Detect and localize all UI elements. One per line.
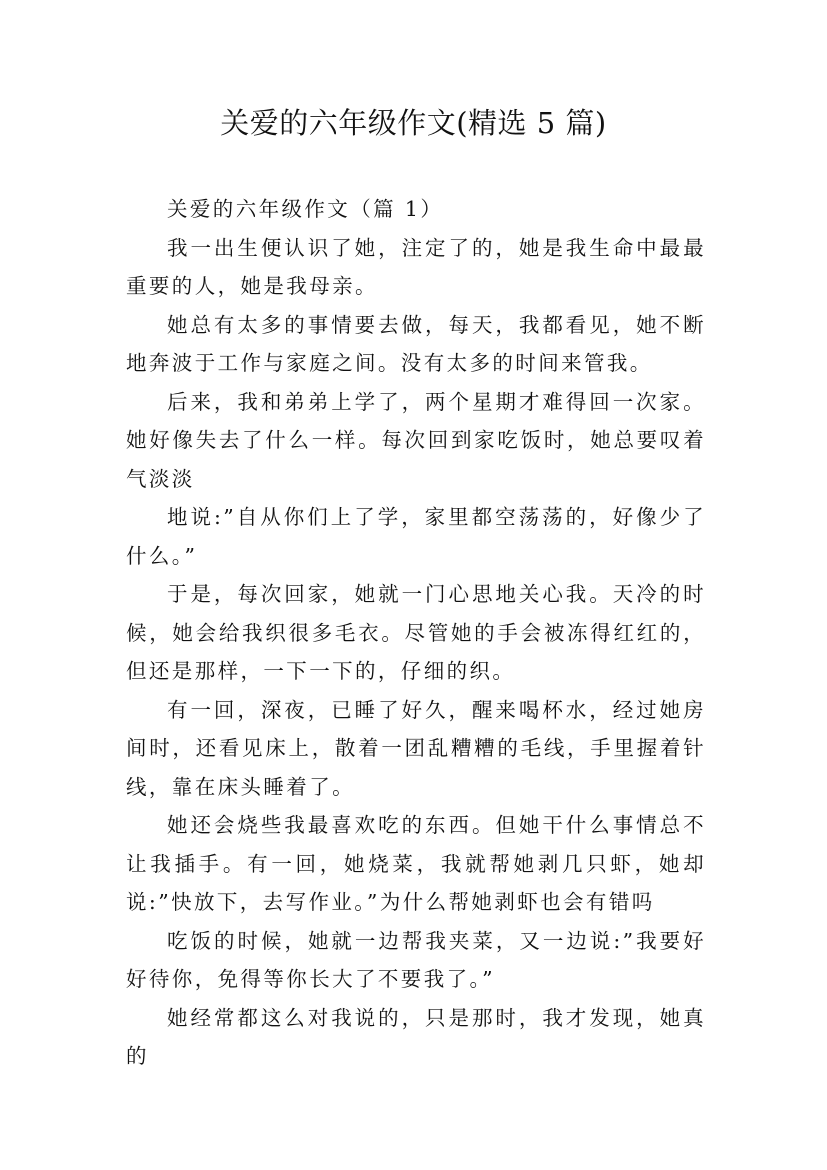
paragraph: 地说:”自从你们上了学，家里都空荡荡的，好像少了什么。” [126, 505, 706, 568]
paragraph: 她总有太多的事情要去做，每天，我都看见，她不断地奔波于工作与家庭之间。没有太多的时间来管我。 [126, 312, 706, 375]
section-heading: 关爱的六年级作文（篇 1） [167, 197, 444, 221]
paragraph: 有一回，深夜，已睡了好久，醒来喝杯水，经过她房间时，还看见床上，散着一团乱糟糟的毛线，手里握着针线，靠在床头睡着了。 [126, 697, 706, 799]
document-body [126, 190, 706, 1076]
document-title: 关爱的六年级作文(精选 5 篇) [220, 106, 607, 140]
paragraph: 她还会烧些我最喜欢吃的东西。但她干什么事情总不让我插手。有一回，她烧菜，我就帮她剥几只虾，她却说:”快放下，去写作业。”为什么帮她剥虾也会有错吗 [126, 813, 706, 914]
paragraph: 于是，每次回家，她就一门心思地关心我。天冷的时候，她会给我织很多毛衣。尽管她的手会被冻得红红的，但还是那样，一下一下的，仔细的织。 [126, 582, 706, 683]
paragraph: 她经常都这么对我说的，只是那时，我才发现，她真的 [126, 1005, 706, 1068]
paragraph: 吃饭的时候，她就一边帮我夹菜，又一边说:”我要好好待你，免得等你长大了不要我了。” [126, 928, 706, 991]
paragraph: 我一出生便认识了她，注定了的，她是我生命中最最重要的人，她是我母亲。 [126, 235, 706, 298]
paragraph: 后来，我和弟弟上学了，两个星期才难得回一次家。她好像失去了什么一样。每次回到家吃饭时，她总要叹着气淡淡 [126, 389, 706, 491]
